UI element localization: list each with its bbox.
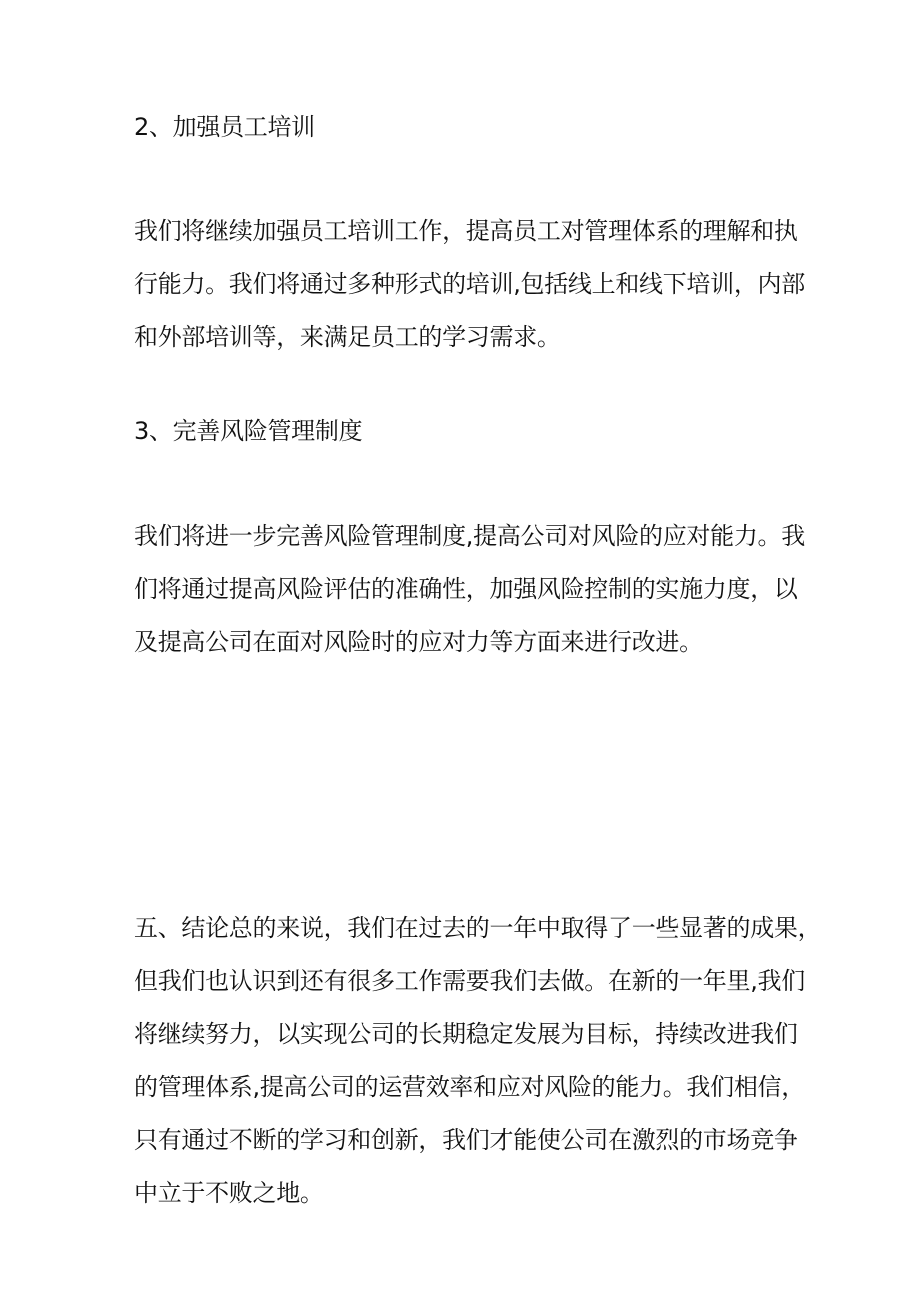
paragraph-line: 的管理体系,提高公司的运营效率和应对风险的能力。我们相信，	[134, 1073, 805, 1101]
paragraph-line: 我们将进一步完善风险管理制度,提高公司对风险的应对能力。我	[134, 522, 805, 550]
paragraph-line: 和外部培训等，来满足员工的学习需求。	[134, 323, 561, 351]
paragraph-line: 我们将继续加强员工培训工作，提高员工对管理体系的理解和执	[134, 217, 798, 245]
section-heading-risk: 3、完善风险管理制度	[134, 417, 363, 445]
paragraph-line: 中立于不败之地。	[134, 1179, 324, 1207]
section-paragraph-risk	[134, 510, 805, 669]
paragraph-line: 将继续努力，以实现公司的长期稳定发展为目标，持续改进我们	[134, 1020, 798, 1048]
paragraph-line: 但我们也认识到还有很多工作需要我们去做。在新的一年里,我们	[134, 967, 805, 995]
conclusion-paragraph	[134, 902, 822, 1220]
paragraph-line: 们将通过提高风险评估的准确性，加强风险控制的实施力度，以	[134, 575, 798, 603]
section-paragraph-training	[134, 205, 805, 364]
paragraph-line: 行能力。我们将通过多种形式的培训,包括线上和线下培训，内部	[134, 270, 805, 298]
paragraph-line: 只有通过不断的学习和创新，我们才能使公司在激烈的市场竞争	[134, 1126, 798, 1154]
paragraph-line: 五、结论总的来说，我们在过去的一年中取得了一些显著的成果，	[134, 914, 822, 942]
paragraph-line: 及提高公司在面对风险时的应对力等方面来进行改进。	[134, 628, 703, 656]
section-heading-training: 2、加强员工培训	[134, 113, 315, 141]
